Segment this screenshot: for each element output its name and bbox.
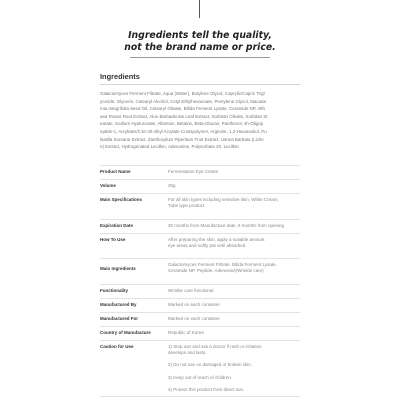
row-value-line: 3) Keep out of reach of children. bbox=[168, 374, 233, 380]
row-value-line: After preparing the skin, apply a suitable amount bbox=[168, 236, 265, 242]
row-value-line: For all skin types including sensitive skin, White Cream, bbox=[168, 196, 279, 202]
row-label: Manufactured For bbox=[100, 315, 139, 321]
headline-line-2: not the brand name or price. bbox=[124, 41, 276, 53]
row-value-line: Galactomyces Ferment Filtrate, Bifida Ferment Lysate, bbox=[168, 262, 277, 267]
row-value bbox=[168, 262, 300, 275]
headline-underline bbox=[130, 57, 270, 58]
row-value-line: 30 months from Manufacture date, 6 months from opening bbox=[168, 222, 285, 228]
row-value-line: Marked on each container bbox=[168, 315, 221, 321]
ingredients-line: earate, Sodium Hyaluronate, Allantoin, Betaine, Beta-Glucan, Panthenol, sh-Oligop bbox=[100, 121, 264, 127]
row-value bbox=[168, 316, 300, 322]
product-info-table bbox=[100, 165, 300, 397]
top-divider-line bbox=[199, 0, 200, 18]
ingredients-list bbox=[100, 90, 300, 151]
row-value bbox=[168, 302, 300, 308]
row-value-line: 2) Do not use on damaged or broken skin. bbox=[168, 362, 253, 368]
headline bbox=[0, 30, 400, 58]
table-row bbox=[100, 193, 300, 219]
row-label: Product Name bbox=[100, 168, 131, 174]
row-label: Main Specifications bbox=[100, 196, 143, 202]
ingredients-line: yceride, Glycerin, Cetearyl Alcohol, Cetyl Ethylhexanoate, Pentylene Glycol, Macada bbox=[100, 98, 266, 104]
row-value-line: Tube type product bbox=[168, 202, 205, 208]
ingredients-divider bbox=[100, 84, 300, 85]
row-value bbox=[168, 237, 300, 250]
ingredients-line: aea Rosea Root Extract, Aloe Barbadensis Leaf Extract, Sorbitan Olivate, Sorbitan St bbox=[100, 113, 268, 119]
row-label: Country of Manufacture bbox=[100, 329, 151, 335]
row-value-line: Wrinkle care functional bbox=[168, 287, 214, 293]
row-value bbox=[168, 330, 300, 336]
headline-line-1: Ingredients tell the quality, bbox=[128, 30, 272, 41]
ingredients-line: mia Integrifolia Seed Oil, Cetearyl Olivate, Bifida Ferment Lysate, Ceramide NP, Alth bbox=[100, 106, 265, 112]
row-value-line: Marked on each container bbox=[168, 301, 221, 307]
ingredients-title: Ingredients bbox=[100, 72, 140, 81]
ingredients-line: n) Extract, Hydrogenated Lecithin, Adenosine, Polysorbate 20, Lecithin bbox=[100, 144, 239, 150]
row-value bbox=[168, 197, 300, 210]
row-value-line: 1) Stop use and ask a doctor if rash or irritation bbox=[168, 343, 262, 349]
row-label: Volume bbox=[100, 182, 116, 188]
row-value bbox=[168, 344, 300, 394]
row-label: Caution for Use bbox=[100, 343, 134, 349]
row-value-line: Fermentation Eye Cream bbox=[168, 168, 219, 174]
row-value-line: 30g bbox=[168, 182, 176, 188]
table-row bbox=[100, 179, 300, 193]
table-row bbox=[100, 298, 300, 312]
row-value bbox=[168, 169, 300, 175]
row-label: How To Use bbox=[100, 236, 126, 242]
row-value-line: Ceramide NP, Peptide, Adenosine(Wrinkle care) bbox=[168, 268, 264, 274]
row-value bbox=[168, 288, 300, 294]
row-label: Functionality bbox=[100, 287, 128, 293]
ingredients-line: Galactomyces Ferment Filtrate, Aqua (Water), Butylene Glycol, Caprylic/Capric Trigl bbox=[100, 91, 265, 96]
table-row bbox=[100, 284, 300, 298]
row-value-line: Republic of Korea bbox=[168, 329, 204, 335]
row-label: Manufactured By bbox=[100, 301, 137, 307]
ingredients-line: lsatilla Koreana Extract, Zanthoxylum Piperitum Fruit Extract, Usnea Barbata (Liche bbox=[100, 136, 264, 142]
table-row bbox=[100, 233, 300, 258]
row-value-line: 4) Protect this product from direct sun. bbox=[168, 387, 245, 393]
row-value bbox=[168, 183, 300, 189]
table-row bbox=[100, 340, 300, 397]
table-row bbox=[100, 219, 300, 233]
row-value bbox=[168, 223, 300, 229]
row-value-line: develops and lasts. bbox=[168, 349, 207, 355]
table-row bbox=[100, 312, 300, 326]
table-row bbox=[100, 258, 300, 284]
row-label: Expiration Date bbox=[100, 222, 134, 228]
row-value-line: eye areas and softly pat until absorbed. bbox=[168, 242, 247, 248]
table-row bbox=[100, 165, 300, 179]
row-label: Main Ingredients bbox=[100, 266, 136, 271]
table-row bbox=[100, 326, 300, 340]
ingredients-line: eptide-1, Acrylates/C10-30 Alkyl Acrylate Crosspolymer, Arginine, 1,2-Hexanediol, Pu bbox=[100, 128, 267, 134]
